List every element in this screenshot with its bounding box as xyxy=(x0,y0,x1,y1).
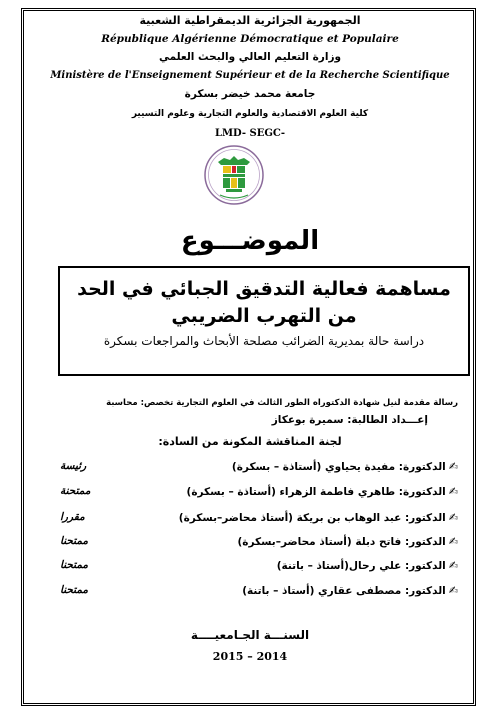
academic-year: 2015 – 2014 xyxy=(212,650,288,663)
republic-ar: الجمهورية الجزائرية الديمقراطية الشعبية xyxy=(139,14,361,27)
faculty-ar: كلية العلوم الاقتصادية والعلوم التجارية وعلوم التسيير xyxy=(131,109,369,119)
committee-row xyxy=(50,584,458,604)
university-emblem-logo xyxy=(202,144,266,206)
academic-year-label: السنـــة الجـامعيــــة xyxy=(190,628,310,642)
member-role: ممتحنا xyxy=(60,559,89,571)
university-ar: جامعة محمد خيضر بسكرة xyxy=(184,88,316,100)
committee-row xyxy=(50,460,458,480)
pen-icon: ✍ xyxy=(448,511,458,524)
member-role: ممتحنة xyxy=(60,485,91,497)
member-name: الدكتور: عبد الوهاب بن بريكة (أستاذ محاضر–بسكرة) xyxy=(178,512,446,524)
ministry-ar: وزارة التعليم العالي والبحث العلمي xyxy=(158,51,342,63)
title-box xyxy=(58,266,470,376)
thesis-note: رسالة مقدمة لنيل شهادة الدكتوراه الطور الثالث في العلوم التجارية تخصص: محاسبة xyxy=(106,398,458,408)
pen-icon: ✍ xyxy=(448,559,458,572)
pen-icon: ✍ xyxy=(448,535,458,548)
member-role: رئيسة xyxy=(60,460,87,472)
thesis-title: مساهمة فعالية التدقيق الجبائي في الحد من التهرب الضريبي xyxy=(77,278,451,327)
student-name: إعـــداد الطالبة: سميرة بوعكاز xyxy=(271,414,428,426)
committee-row xyxy=(50,535,458,555)
member-role: ممتحنا xyxy=(60,535,89,547)
member-name: الدكتورة: طاهري فاطمة الزهراء (أستاذة – بسكرة) xyxy=(186,486,446,498)
member-role: ممتحنا xyxy=(60,584,89,596)
republic-fr: République Algérienne Démocratique et Populaire xyxy=(101,33,399,45)
member-name: الدكتورة: مفيدة يحياوي (أستاذة – بسكرة) xyxy=(231,461,446,473)
committee-heading: لجنة المناقشة المكونة من السادة: xyxy=(158,435,342,448)
committee-row xyxy=(50,511,458,531)
lmd-label: LMD- SEGC- xyxy=(214,128,286,139)
pen-icon: ✍ xyxy=(448,485,458,498)
committee-row xyxy=(50,559,458,579)
thesis-subtitle: دراسة حالة بمديرية الضرائب مصلحة الأبحاث والمراجعات بسكرة xyxy=(103,334,425,348)
subject-heading: الموضـــوع xyxy=(180,226,320,256)
ministry-fr: Ministère de l'Enseignement Supérieur et de la Recherche Scientifique xyxy=(50,70,450,81)
member-name: الدكتور: فاتح دبلة (أستاذ محاضر–بسكرة) xyxy=(237,536,446,548)
member-name: الدكتور: مصطفى عقاري (أستاذ – باتنة) xyxy=(242,585,446,597)
pen-icon: ✍ xyxy=(448,584,458,597)
member-role: مقررا xyxy=(60,511,85,523)
member-name: الدكتور: علي رحال(أستاذ – باتنة) xyxy=(276,560,446,572)
pen-icon: ✍ xyxy=(448,460,458,473)
committee-row xyxy=(50,485,458,505)
